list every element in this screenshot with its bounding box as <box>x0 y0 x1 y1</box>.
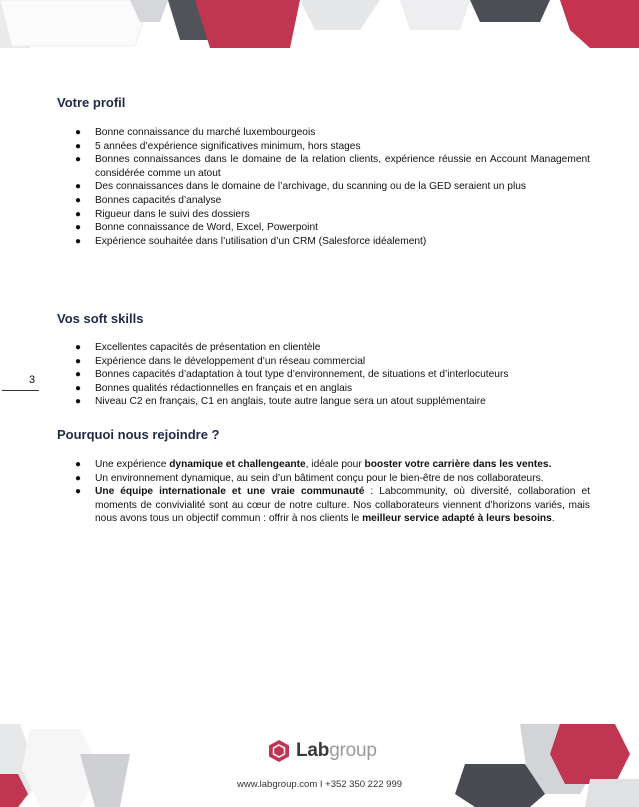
list-item-text: , idéale pour <box>305 459 365 470</box>
list-item-emphasis: booster votre carrière dans les ventes. <box>364 459 552 470</box>
list-item-text: Des connaissances dans le domaine de l’archivage, du scanning ou de la GED seraient un plus <box>95 181 526 193</box>
list-item-emphasis: dynamique et challengeante <box>169 459 306 470</box>
bullet-icon: ● <box>75 154 82 166</box>
section-title-why-join: Pourquoi nous rejoindre ? <box>57 427 220 442</box>
list-item <box>75 208 590 222</box>
bullet-icon: ● <box>75 369 82 381</box>
hex-dark-right <box>470 0 550 22</box>
list-item-text: Une expérience <box>95 459 170 470</box>
logo-text-bold: Lab <box>296 740 330 761</box>
page-number-rule <box>2 390 39 391</box>
list-item-text: Bonne connaissance du marché luxembourgeois <box>95 127 316 138</box>
list-item-text: Niveau C2 en français, C1 en anglais, toute autre langue sera un atout supplémentaire <box>95 396 486 408</box>
soft-skills-list <box>75 341 590 409</box>
list-item-text: Bonnes connaissances dans le domaine de la relation clients, expérience réussie en Account Management considérée comme un atout <box>95 154 590 179</box>
list-item <box>75 235 590 249</box>
logo-text-light: group <box>329 740 377 761</box>
bullet-icon: ● <box>75 222 82 234</box>
list-item <box>75 126 590 140</box>
why-join-list <box>75 458 590 526</box>
footer-decoration <box>0 724 639 807</box>
profile-list <box>75 126 590 248</box>
page-number: 3 <box>29 374 36 386</box>
footer-hex-crimson-right <box>550 724 630 784</box>
hex-light-center <box>300 0 380 30</box>
list-item <box>75 341 590 355</box>
hex-lighter-right <box>400 0 470 30</box>
hex-white <box>0 0 150 46</box>
bullet-icon: ● <box>75 181 82 193</box>
footer-contact: www.labgroup.com I +352 350 222 999 <box>236 779 403 790</box>
labgroup-logo <box>268 739 377 763</box>
list-item <box>75 485 590 526</box>
bullet-icon: ● <box>75 472 82 484</box>
bullet-icon: ● <box>75 208 82 220</box>
list-item-text: Expérience dans le développement d’un réseau commercial <box>95 355 366 367</box>
list-item-text: 5 années d’expérience significatives minimum, hors stages <box>95 140 361 152</box>
header-hexagons <box>0 0 639 48</box>
list-item <box>75 180 590 194</box>
list-item <box>75 368 590 382</box>
logo-text <box>296 740 377 762</box>
list-item-text: Excellentes capacités de présentation en clientèle <box>95 342 321 353</box>
bullet-icon: ● <box>75 382 82 394</box>
list-item-text: . <box>551 513 555 525</box>
list-item-text: Rigueur dans le suivi des dossiers <box>95 208 250 220</box>
hex-crimson-left <box>195 0 300 48</box>
list-item <box>75 458 590 472</box>
list-item <box>75 395 590 409</box>
list-item-emphasis: Une équipe internationale et une vraie communauté <box>95 486 365 498</box>
list-item-emphasis: meilleur service adapté à leurs besoins <box>362 513 552 525</box>
bullet-icon: ● <box>75 355 82 367</box>
list-item-text: Un environnement dynamique, au sein d’un bâtiment conçu pour le bien-être de nos collaborateurs. <box>95 472 544 484</box>
list-item <box>75 221 590 235</box>
bullet-icon: ● <box>75 396 82 408</box>
labgroup-hexagon-icon <box>268 739 290 763</box>
list-item <box>75 472 590 486</box>
section-title-profile: Votre profil <box>57 95 126 110</box>
list-item-text: : Labcommunity, où diversité, collaboration et moments de convivialité sont au cœur de notre culture. Nos collaborateurs viennent d’horizons variés, mais nous avons tous un objectif commun : offrir à nos clients le <box>95 486 590 525</box>
header-decoration <box>0 0 639 48</box>
list-item-text: Bonnes capacités d’analyse <box>95 194 222 206</box>
bullet-icon: ● <box>75 342 82 353</box>
list-item <box>75 153 590 180</box>
section-title-soft-skills: Vos soft skills <box>57 311 144 326</box>
bullet-icon: ● <box>75 486 82 498</box>
list-item <box>75 355 590 369</box>
hex-crimson-right <box>560 0 639 48</box>
bullet-icon: ● <box>75 127 82 138</box>
footer-hexagons <box>0 724 639 807</box>
bullet-icon: ● <box>75 140 82 152</box>
list-item-text: Bonne connaissance de Word, Excel, Powerpoint <box>95 222 318 234</box>
list-item <box>75 140 590 154</box>
list-item-text: Expérience souhaitée dans l’utilisation d’un CRM (Salesforce idéalement) <box>95 235 427 247</box>
list-item-text: Bonnes capacités d’adaptation à tout type d’environnement, de situations et d’interlocuteurs <box>95 369 509 381</box>
bullet-icon: ● <box>75 459 82 470</box>
list-item-text: Bonnes qualités rédactionnelles en français et en anglais <box>95 382 353 394</box>
list-item <box>75 194 590 208</box>
bullet-icon: ● <box>75 194 82 206</box>
bullet-icon: ● <box>75 235 82 247</box>
list-item <box>75 382 590 396</box>
